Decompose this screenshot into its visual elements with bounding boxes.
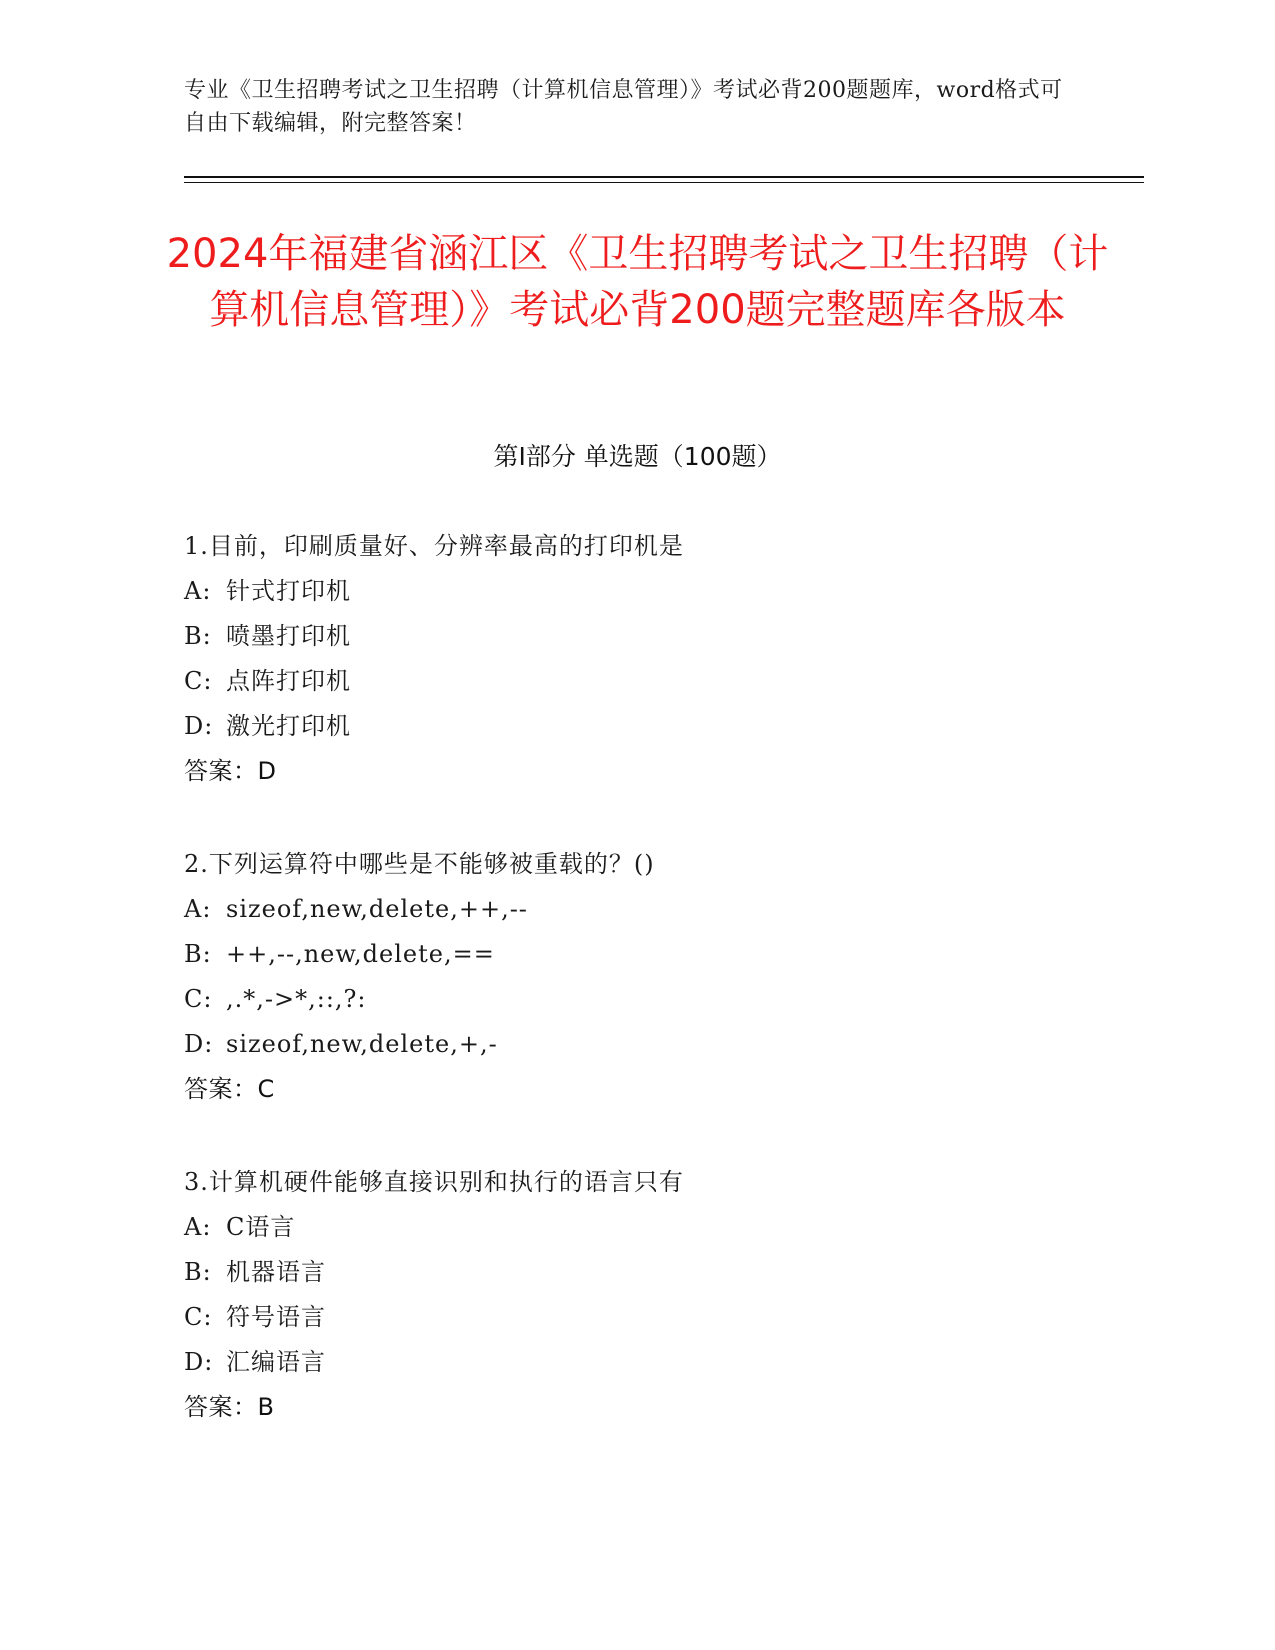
question-stem: 2.下列运算符中哪些是不能够被重载的？() (184, 850, 655, 878)
section-heading: 第Ⅰ部分 单选题（100题） (493, 442, 782, 471)
option-text: sizeof,new,delete,++,-- (226, 895, 528, 923)
option-c (184, 659, 1084, 704)
option-letter: D: (184, 712, 214, 740)
option-text: 激光打印机 (226, 712, 351, 740)
option-letter: C: (184, 667, 213, 695)
option-d (184, 1022, 1084, 1067)
option-b (184, 614, 1084, 659)
option-letter: B: (184, 940, 212, 968)
question-1 (184, 524, 1084, 794)
option-text: C语言 (226, 1213, 296, 1241)
option-a (184, 887, 1084, 932)
option-text: 点阵打印机 (226, 667, 351, 695)
question-stem: 1.目前，印刷质量好、分辨率最高的打印机是 (184, 532, 684, 560)
answer-line: 答案：C (184, 1075, 275, 1103)
option-d (184, 1340, 1084, 1385)
header-rule-thick (184, 176, 1144, 178)
option-text: 符号语言 (226, 1303, 326, 1331)
option-c (184, 977, 1084, 1022)
option-letter: D: (184, 1030, 214, 1058)
option-letter: D: (184, 1348, 214, 1376)
option-letter: C: (184, 985, 213, 1013)
option-letter: C: (184, 1303, 213, 1331)
option-text: ,.*,->*,::,?: (226, 985, 367, 1013)
option-text: 汇编语言 (226, 1348, 326, 1376)
question-list (184, 524, 1084, 1478)
document-title: 2024年福建省涵江区《卫生招聘考试之卫生招聘（计算机信息管理）》考试必背200题完整题库各版本 (166, 231, 1109, 333)
option-b (184, 1250, 1084, 1295)
answer-line: 答案：B (184, 1393, 275, 1421)
option-letter: A: (184, 895, 212, 923)
option-a (184, 569, 1084, 614)
option-a (184, 1205, 1084, 1250)
question-2 (184, 842, 1084, 1112)
header-note: 专业《卫生招聘考试之卫生招聘（计算机信息管理）》考试必背200题题库，word格式可自由下载编辑，附完整答案！ (184, 78, 1063, 136)
option-letter: A: (184, 1213, 212, 1241)
option-text: 针式打印机 (226, 577, 351, 605)
option-letter: B: (184, 622, 212, 650)
option-text: 喷墨打印机 (226, 622, 351, 650)
option-d (184, 704, 1084, 749)
answer-line: 答案：D (184, 757, 277, 785)
option-b (184, 932, 1084, 977)
option-text: sizeof,new,delete,+,- (226, 1030, 498, 1058)
option-letter: A: (184, 577, 212, 605)
question-3 (184, 1160, 1084, 1430)
question-stem: 3.计算机硬件能够直接识别和执行的语言只有 (184, 1168, 684, 1196)
option-text: ++,--,new,delete,== (226, 940, 495, 968)
option-c (184, 1295, 1084, 1340)
option-text: 机器语言 (226, 1258, 326, 1286)
header-rule-thin (184, 182, 1144, 183)
option-letter: B: (184, 1258, 212, 1286)
